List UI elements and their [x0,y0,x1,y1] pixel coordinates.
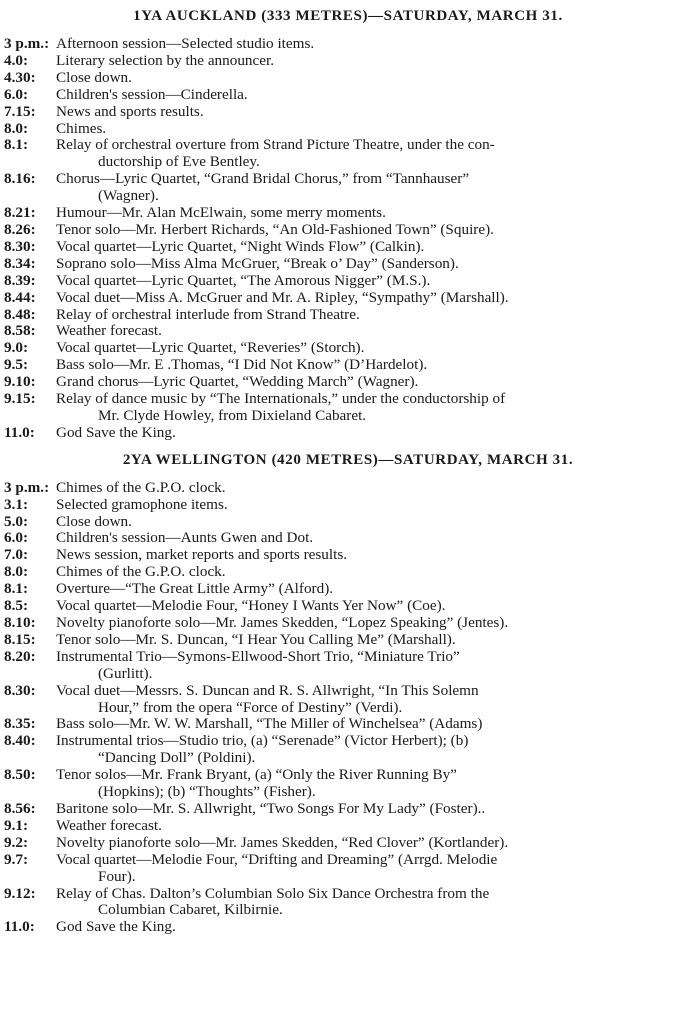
entry-description [56,632,692,649]
entry-time: 8.35: [4,715,36,733]
programme-entry [4,886,692,920]
programme-entry [4,256,692,273]
entry-description-line: Close down. [56,512,132,530]
programme-entry [4,323,692,340]
programme-entry [4,480,692,497]
programme-entry [4,581,692,598]
entry-time: 8.48: [4,305,36,323]
programme-entry [4,733,692,767]
entry-continuation-line: (Hopkins); (b) “Thoughts” (Fisher). [98,783,316,801]
entry-description-line: Vocal duet—Miss A. McGruer and Mr. A. Ripley, “Sympathy” (Marshall). [56,288,509,306]
entry-time: 9.12: [4,884,36,902]
entry-description [56,340,692,357]
entry-description-line: Novelty pianoforte solo—Mr. James Skedden, “Red Clover” (Kortlander). [56,833,509,851]
entry-time: 5.0: [4,512,29,530]
programme-entry [4,104,692,121]
programme-entry [4,598,692,615]
entry-description-line: Vocal quartet—Lyric Quartet, “Reveries” (Storch). [56,339,365,357]
programme-entry [4,222,692,239]
entry-description-line: Soprano solo—Miss Alma McGruer, “Break o’ Day” (Sanderson). [56,254,459,272]
entry-description-line: Grand chorus—Lyric Quartet, “Wedding March” (Wagner). [56,373,419,391]
programme-list [4,480,692,936]
entry-description-line: Relay of orchestral overture from Strand Picture Theatre, under the con- [56,136,495,154]
programme-entry [4,716,692,733]
programme-entry [4,357,692,374]
entry-description [56,273,692,290]
entry-description [56,514,692,531]
entry-time: 9.7: [4,850,29,868]
entry-description [56,425,692,442]
entry-description-line: Vocal quartet—Lyric Quartet, “The Amorous Nigger” (M.S.). [56,271,431,289]
entry-description [56,835,692,852]
entry-time: 6.0: [4,85,29,103]
entry-description [56,290,692,307]
programme-entry [4,801,692,818]
entry-description [56,205,692,222]
entry-description [56,801,692,818]
entry-description-line: Vocal quartet—Melodie Four, “Honey I Wants Yer Now” (Coe). [56,597,446,615]
entry-description [56,886,692,920]
entry-description-line: Novelty pianoforte solo—Mr. James Skedden, “Lopez Speaking” (Jentes). [56,614,509,631]
programme-entry [4,835,692,852]
entry-time: 8.21: [4,204,36,222]
entry-description-line: God Save the King. [56,423,176,441]
programme-entry [4,547,692,564]
entry-continuation-line: “Dancing Doll” (Poldini). [98,749,256,767]
entry-description [56,87,692,104]
programme-entry [4,307,692,324]
entry-time: 4.0: [4,51,29,69]
entry-time: 8.5: [4,597,29,615]
programme-entry [4,530,692,547]
programme-entry [4,514,692,531]
programme-entry [4,121,692,138]
station-heading: 1YA AUCKLAND (333 METRES)—SATURDAY, MARCH 31. [133,8,563,24]
entry-description [56,121,692,138]
entry-time: 8.0: [4,119,29,137]
entry-description [56,547,692,564]
entry-description [56,818,692,835]
programme-entry [4,340,692,357]
entry-time: 8.34: [4,254,36,272]
entry-description-line: Chimes of the G.P.O. clock. [56,478,226,496]
entry-description [56,598,692,615]
programme-entry [4,273,692,290]
programme-entry [4,205,692,222]
entry-description [56,137,692,171]
entry-description [56,716,692,733]
entry-description [56,852,692,886]
entry-time: 9.15: [4,390,36,408]
programme-entry [4,290,692,307]
entry-continuation-line: ductorship of Eve Bentley. [98,153,260,171]
entry-description-line: Tenor solos—Mr. Frank Bryant, (a) “Only the River Running By” [56,766,457,784]
programme-entry [4,374,692,391]
programme-entry [4,919,692,936]
entry-time: 3 p.m.: [4,478,50,496]
entry-description [56,649,692,683]
station-section-2ya [4,450,692,936]
entry-description [56,581,692,598]
entry-time: 8.26: [4,220,36,238]
programme-entry [4,137,692,171]
programme-entry [4,53,692,70]
entry-description [56,222,692,239]
entry-time: 8.1: [4,136,29,154]
entry-description-line: Weather forecast. [56,816,162,834]
entry-description [56,497,692,514]
entry-time: 8.30: [4,237,36,255]
entry-description [56,104,692,121]
entry-time: 8.10: [4,614,36,631]
programme-list [4,36,692,442]
entry-time: 8.40: [4,732,36,750]
programme-entry [4,497,692,514]
entry-description [56,357,692,374]
entry-description [56,374,692,391]
entry-description-line: Bass solo—Mr. W. W. Marshall, “The Miller of Winchelsea” (Adams) [56,715,483,733]
entry-time: 8.0: [4,563,29,581]
entry-description-line: Vocal quartet—Lyric Quartet, “Night Winds Flow” (Calkin). [56,237,425,255]
station-section-1ya [4,6,692,442]
entry-description [56,256,692,273]
entry-description-line: Instrumental trios—Studio trio, (a) “Serenade” (Victor Herbert); (b) [56,732,469,750]
entry-time: 8.15: [4,630,36,648]
entry-description-line: Tenor solo—Mr. Herbert Richards, “An Old-Fashioned Town” (Squire). [56,220,494,238]
programme-entry [4,171,692,205]
entry-description-line: News and sports results. [56,102,204,120]
entry-time: 8.56: [4,799,36,817]
entry-description-line: Weather forecast. [56,322,162,340]
entry-description [56,53,692,70]
entry-description [56,733,692,767]
programme-entry [4,632,692,649]
entry-time: 11.0: [4,423,35,441]
entry-time: 9.10: [4,373,36,391]
entry-time: 9.2: [4,833,29,851]
programme-entry [4,70,692,87]
entry-time: 8.1: [4,580,29,598]
entry-time: 3.1: [4,495,29,513]
programme-entry [4,767,692,801]
entry-description [56,323,692,340]
entry-description-line: Vocal quartet—Melodie Four, “Drifting and Dreaming” (Arrgd. Melodie [56,850,498,868]
programme-entry [4,649,692,683]
entry-description-line: Relay of Chas. Dalton’s Columbian Solo Six Dance Orchestra from the [56,884,490,902]
programme-entry [4,564,692,581]
entry-description [56,171,692,205]
entry-description-line: Relay of orchestral interlude from Strand Theatre. [56,305,360,323]
programme-entry [4,36,692,53]
entry-description-line: Relay of dance music by “The Internationals,” under the conductorship of [56,390,506,408]
entry-description-line: Close down. [56,68,132,86]
entry-description-line: Humour—Mr. Alan McElwain, some merry moments. [56,204,386,222]
entry-description-line: Overture—“The Great Little Army” (Alford). [56,580,334,598]
entry-continuation-line: Hour,” from the opera “Force of Destiny” (Verdi). [98,698,403,716]
entry-time: 9.5: [4,356,29,374]
entry-description-line: Chimes. [56,119,107,137]
entry-description [56,239,692,256]
entry-description-line: Tenor solo—Mr. S. Duncan, “I Hear You Calling Me” (Marshall). [56,630,456,648]
entry-description [56,480,692,497]
entry-time: 3 p.m.: [4,35,50,52]
entry-description [56,919,692,936]
entry-description [56,70,692,87]
entry-time: 8.16: [4,170,36,188]
entry-continuation-line: Four). [98,867,136,885]
programme-entry [4,615,692,632]
programme-entry [4,425,692,442]
entry-time: 6.0: [4,529,29,547]
entry-description [56,767,692,801]
entry-time: 8.20: [4,647,36,665]
entry-time: 9.1: [4,816,29,834]
entry-description-line: Children's session—Aunts Gwen and Dot. [56,529,314,547]
entry-time: 8.44: [4,288,36,306]
programme-entry [4,87,692,104]
entry-description-line: Children's session—Cinderella. [56,85,248,103]
entry-description [56,391,692,425]
entry-description-line: God Save the King. [56,918,176,936]
entry-time: 9.0: [4,339,29,357]
entry-continuation-line: Mr. Clyde Howley, from Dixieland Cabaret. [98,406,367,424]
entry-time: 11.0: [4,918,35,936]
entry-continuation-line: (Wagner). [98,187,159,205]
entry-time: 8.50: [4,766,36,784]
entry-description [56,564,692,581]
station-heading: 2YA WELLINGTON (420 METRES)—SATURDAY, MARCH 31. [122,451,574,468]
entry-description-line: News session, market reports and sports results. [56,546,348,564]
entry-continuation-line: (Gurlitt). [98,664,153,682]
entry-time: 7.15: [4,102,36,120]
programme-entry [4,239,692,256]
programme-entry [4,391,692,425]
entry-time: 7.0: [4,546,29,564]
entry-description-line: Vocal duet—Messrs. S. Duncan and R. S. Allwright, “In This Solemn [56,681,479,699]
entry-description-line: Chorus—Lyric Quartet, “Grand Bridal Chorus,” from “Tannhauser” [56,170,470,188]
entry-description-line: Bass solo—Mr. E .Thomas, “I Did Not Know” (D’Hardelot). [56,356,428,374]
programme-entry [4,852,692,886]
entry-description [56,683,692,717]
entry-description-line: Afternoon session—Selected studio items. [56,35,315,52]
programme-entry [4,818,692,835]
entry-time: 8.39: [4,271,36,289]
entry-time: 4.30: [4,68,36,86]
entry-description [56,530,692,547]
entry-description [56,307,692,324]
entry-description-line: Baritone solo—Mr. S. Allwright, “Two Songs For My Lady” (Foster).. [56,799,486,817]
entry-description-line: Chimes of the G.P.O. clock. [56,563,226,581]
entry-description-line: Literary selection by the announcer. [56,51,275,69]
programme-entry [4,683,692,717]
entry-continuation-line: Columbian Cabaret, Kilbirnie. [98,901,283,919]
entry-description [56,36,692,53]
entry-time: 8.30: [4,681,36,699]
entry-description-line: Instrumental Trio—Symons-Ellwood-Short Trio, “Miniature Trio” [56,647,460,665]
entry-time: 8.58: [4,322,36,340]
entry-description [56,615,692,632]
entry-description-line: Selected gramophone items. [56,495,228,513]
